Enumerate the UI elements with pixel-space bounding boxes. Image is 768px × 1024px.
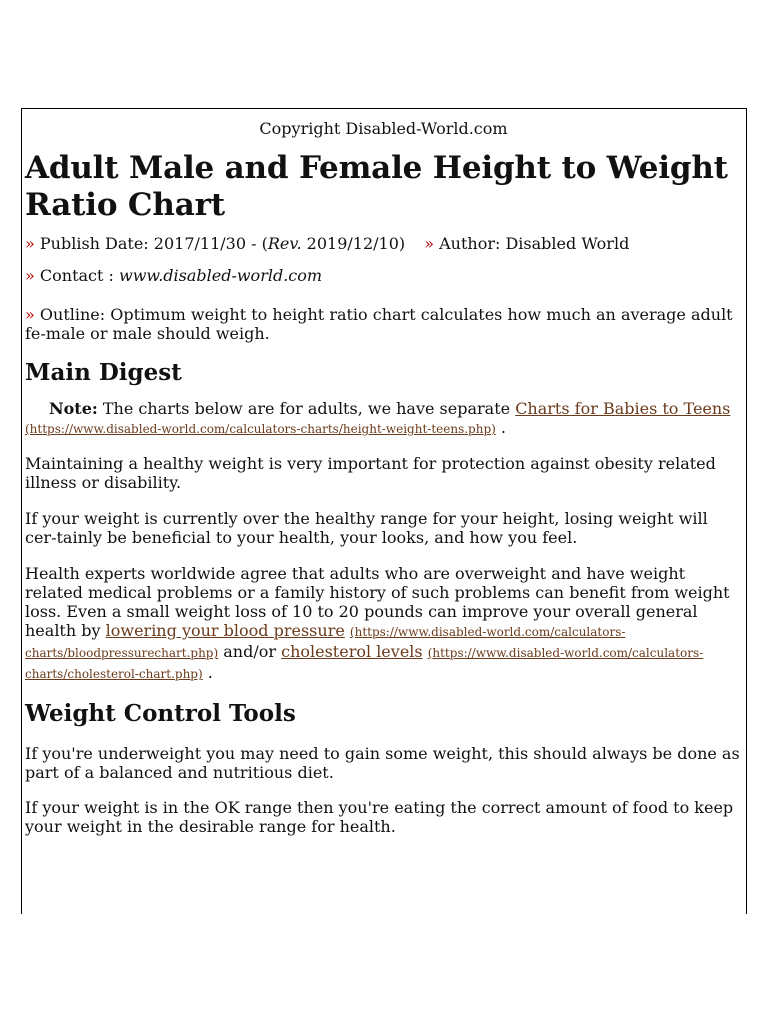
bullet-icon: » bbox=[424, 234, 435, 253]
contact-label: Contact : bbox=[39, 266, 119, 285]
note-paragraph bbox=[25, 399, 742, 439]
note-text: The charts below are for adults, we have separate bbox=[97, 399, 516, 418]
note-end: . bbox=[495, 418, 506, 437]
section-heading-main-digest: Main Digest bbox=[25, 359, 182, 386]
bullet-icon: » bbox=[25, 305, 35, 324]
revision-date: 2019/12/10) bbox=[301, 234, 406, 253]
contact-site: www.disabled-world.com bbox=[119, 266, 323, 285]
paragraph-underweight: If you're underweight you may need to gain some weight, this should always be done as part of a balanced and nutritious diet. bbox=[25, 744, 740, 782]
paragraph-over-range: If your weight is currently over the healthy range for your height, losing weight will cer-tainly be beneficial to your health, your looks, and how you feel. bbox=[25, 509, 708, 547]
author: Author: Disabled World bbox=[439, 234, 630, 253]
section-heading-weight-control: Weight Control Tools bbox=[25, 700, 296, 727]
paragraph-health-experts bbox=[25, 564, 742, 684]
health-experts-text: Health experts worldwide agree that adults who are overweight and have weight related medical problems or a family history of such problems can benefit from weight loss. Even a small weight loss of 10 to 20 pounds can improve your overall general health by bbox=[25, 564, 730, 640]
blood-pressure-link[interactable]: lowering your blood pressure bbox=[105, 621, 345, 640]
charts-babies-teens-link[interactable]: Charts for Babies to Teens bbox=[515, 399, 731, 418]
outline-text: Outline: Optimum weight to height ratio chart calculates how much an average adult fe-male or male should weigh. bbox=[25, 305, 733, 343]
document-page bbox=[21, 108, 747, 914]
outline bbox=[25, 305, 742, 343]
bullet-icon: » bbox=[25, 234, 35, 253]
cholesterol-link[interactable]: cholesterol levels bbox=[281, 642, 423, 661]
contact-meta bbox=[25, 266, 742, 285]
copyright-notice: Copyright Disabled-World.com bbox=[259, 119, 508, 138]
paragraph-healthy-weight: Maintaining a healthy weight is very important for protection against obesity related illness or disability. bbox=[25, 454, 716, 492]
publish-date: Publish Date: 2017/11/30 - ( bbox=[39, 234, 268, 253]
note-label: Note: bbox=[49, 399, 98, 418]
charts-babies-teens-url[interactable]: (https://www.disabled-world.com/calculators-charts/height-weight-teens.php) bbox=[25, 422, 496, 436]
and-or-text: and/or bbox=[218, 642, 282, 661]
blood-pressure-url[interactable]: (https://www.disabled-world.com/calculators-charts/bloodpressurechart.php) bbox=[25, 625, 626, 660]
paragraph-ok-range: If your weight is in the OK range then you're eating the correct amount of food to keep your weight in the desirable range for health. bbox=[25, 798, 734, 836]
bullet-icon: » bbox=[25, 266, 35, 285]
paragraph-end: . bbox=[202, 663, 213, 682]
cholesterol-url[interactable]: (https://www.disabled-world.com/calculators-charts/cholesterol-chart.php) bbox=[25, 646, 704, 681]
revision-label: Rev. bbox=[267, 234, 302, 253]
publish-meta bbox=[25, 234, 742, 253]
page-title: Adult Male and Female Height to Weight Ratio Chart bbox=[25, 150, 728, 223]
